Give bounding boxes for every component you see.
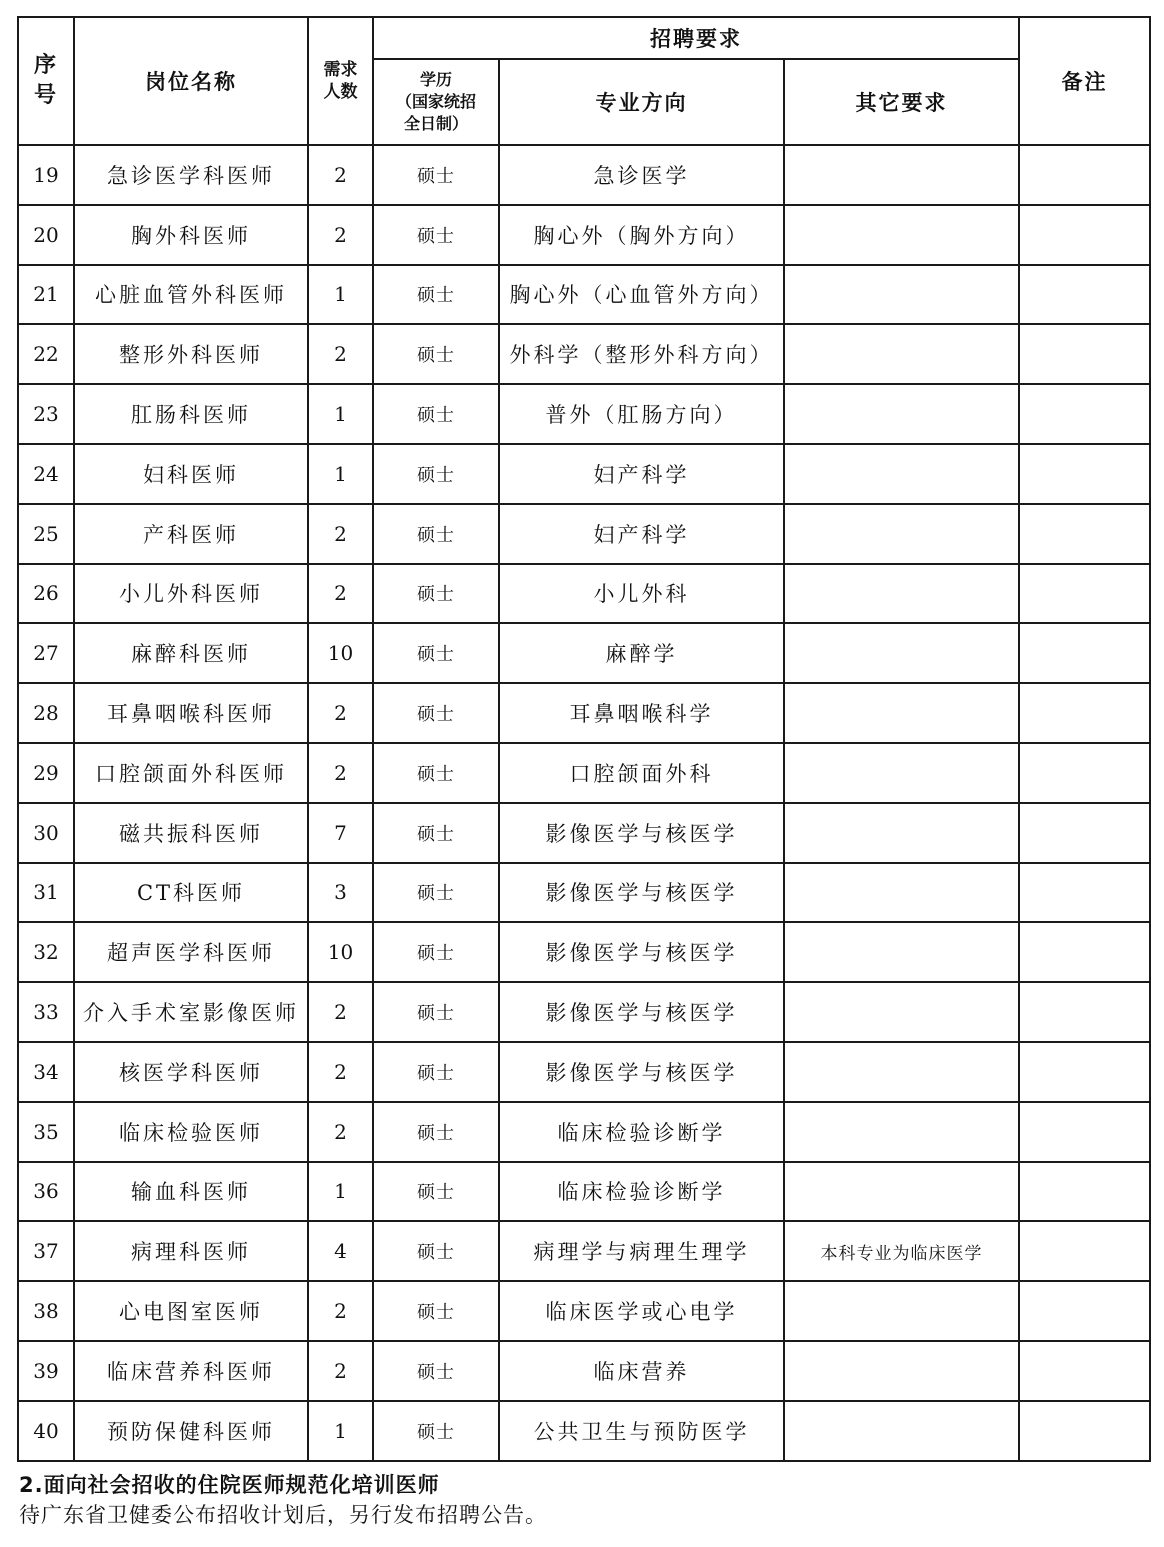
cell-other — [784, 444, 1019, 504]
cell-education: 硕士 — [373, 683, 499, 743]
table-row — [18, 324, 1150, 384]
cell-no: 30 — [18, 803, 74, 863]
cell-count: 1 — [308, 444, 373, 504]
cell-no: 26 — [18, 564, 74, 624]
cell-other — [784, 1042, 1019, 1102]
cell-remark — [1019, 1102, 1150, 1162]
cell-count: 1 — [308, 384, 373, 444]
cell-position-name: 麻醉科医师 — [74, 623, 308, 683]
cell-major: 临床营养 — [499, 1341, 784, 1401]
cell-remark — [1019, 564, 1150, 624]
cell-position-name: 介入手术室影像医师 — [74, 982, 308, 1042]
cell-position-name: CT科医师 — [74, 863, 308, 923]
cell-remark — [1019, 1042, 1150, 1102]
table-row — [18, 384, 1150, 444]
cell-position-name: 核医学科医师 — [74, 1042, 308, 1102]
cell-no: 37 — [18, 1221, 74, 1281]
cell-major: 影像医学与核医学 — [499, 922, 784, 982]
header-requirements: 招聘要求 — [373, 17, 1019, 59]
cell-no: 21 — [18, 265, 74, 325]
cell-education: 硕士 — [373, 265, 499, 325]
cell-other — [784, 564, 1019, 624]
table-row — [18, 504, 1150, 564]
cell-no: 19 — [18, 145, 74, 205]
cell-count: 2 — [308, 324, 373, 384]
table-row — [18, 1162, 1150, 1222]
cell-education: 硕士 — [373, 1042, 499, 1102]
cell-remark — [1019, 982, 1150, 1042]
cell-count: 2 — [308, 1341, 373, 1401]
cell-other — [784, 265, 1019, 325]
header-remark: 备注 — [1019, 17, 1150, 145]
cell-major: 影像医学与核医学 — [499, 982, 784, 1042]
cell-major: 影像医学与核医学 — [499, 1042, 784, 1102]
cell-remark — [1019, 205, 1150, 265]
cell-count: 2 — [308, 145, 373, 205]
table-row — [18, 863, 1150, 923]
cell-position-name: 肛肠科医师 — [74, 384, 308, 444]
cell-education: 硕士 — [373, 922, 499, 982]
cell-major: 病理学与病理生理学 — [499, 1221, 784, 1281]
cell-position-name: 病理科医师 — [74, 1221, 308, 1281]
cell-no: 38 — [18, 1281, 74, 1341]
cell-major: 影像医学与核医学 — [499, 863, 784, 923]
cell-count: 1 — [308, 265, 373, 325]
cell-position-name: 超声医学科医师 — [74, 922, 308, 982]
cell-remark — [1019, 922, 1150, 982]
cell-position-name: 临床检验医师 — [74, 1102, 308, 1162]
cell-remark — [1019, 324, 1150, 384]
table-row — [18, 1102, 1150, 1162]
cell-other — [784, 683, 1019, 743]
header-education: 学历 （国家统招 全日制） — [373, 59, 499, 145]
table-row — [18, 743, 1150, 803]
table-row — [18, 623, 1150, 683]
cell-remark — [1019, 623, 1150, 683]
cell-remark — [1019, 504, 1150, 564]
cell-position-name: 整形外科医师 — [74, 324, 308, 384]
cell-no: 27 — [18, 623, 74, 683]
cell-other — [784, 145, 1019, 205]
table-header — [18, 17, 1150, 145]
cell-remark — [1019, 265, 1150, 325]
cell-count: 2 — [308, 1102, 373, 1162]
cell-other — [784, 1341, 1019, 1401]
recruitment-table — [17, 16, 1151, 1462]
cell-remark — [1019, 743, 1150, 803]
cell-other — [784, 324, 1019, 384]
cell-count: 4 — [308, 1221, 373, 1281]
cell-education: 硕士 — [373, 324, 499, 384]
cell-count: 2 — [308, 982, 373, 1042]
cell-other — [784, 623, 1019, 683]
cell-education: 硕士 — [373, 982, 499, 1042]
cell-no: 32 — [18, 922, 74, 982]
cell-other — [784, 743, 1019, 803]
cell-other — [784, 1281, 1019, 1341]
cell-no: 22 — [18, 324, 74, 384]
cell-major: 妇产科学 — [499, 444, 784, 504]
cell-remark — [1019, 444, 1150, 504]
table-row — [18, 1221, 1150, 1281]
section-title: 2.面向社会招收的住院医师规范化培训医师 — [19, 1473, 440, 1497]
cell-remark — [1019, 803, 1150, 863]
cell-position-name: 急诊医学科医师 — [74, 145, 308, 205]
table-body — [18, 145, 1150, 1461]
cell-education: 硕士 — [373, 1162, 499, 1222]
cell-major: 普外（肛肠方向） — [499, 384, 784, 444]
table-row — [18, 564, 1150, 624]
cell-no: 40 — [18, 1401, 74, 1461]
cell-remark — [1019, 1401, 1150, 1461]
cell-no: 24 — [18, 444, 74, 504]
cell-education: 硕士 — [373, 384, 499, 444]
cell-no: 35 — [18, 1102, 74, 1162]
cell-remark — [1019, 863, 1150, 923]
cell-remark — [1019, 384, 1150, 444]
cell-count: 10 — [308, 623, 373, 683]
cell-count: 2 — [308, 564, 373, 624]
cell-count: 1 — [308, 1401, 373, 1461]
table-row — [18, 1042, 1150, 1102]
footer-section — [19, 1470, 1139, 1530]
cell-no: 23 — [18, 384, 74, 444]
cell-major: 妇产科学 — [499, 504, 784, 564]
cell-major: 急诊医学 — [499, 145, 784, 205]
header-count: 需求 人数 — [308, 17, 373, 145]
cell-position-name: 妇科医师 — [74, 444, 308, 504]
cell-major: 口腔颌面外科 — [499, 743, 784, 803]
cell-count: 2 — [308, 743, 373, 803]
cell-no: 33 — [18, 982, 74, 1042]
cell-remark — [1019, 683, 1150, 743]
cell-position-name: 磁共振科医师 — [74, 803, 308, 863]
cell-position-name: 输血科医师 — [74, 1162, 308, 1222]
cell-education: 硕士 — [373, 1102, 499, 1162]
cell-no: 20 — [18, 205, 74, 265]
table-row — [18, 982, 1150, 1042]
cell-no: 29 — [18, 743, 74, 803]
cell-education: 硕士 — [373, 444, 499, 504]
cell-no: 28 — [18, 683, 74, 743]
cell-education: 硕士 — [373, 863, 499, 923]
cell-major: 临床检验诊断学 — [499, 1162, 784, 1222]
header-other: 其它要求 — [784, 59, 1019, 145]
cell-count: 2 — [308, 504, 373, 564]
cell-major: 耳鼻咽喉科学 — [499, 683, 784, 743]
cell-major: 胸心外（心血管外方向） — [499, 265, 784, 325]
cell-position-name: 预防保健科医师 — [74, 1401, 308, 1461]
header-position-name: 岗位名称 — [74, 17, 308, 145]
cell-education: 硕士 — [373, 743, 499, 803]
cell-education: 硕士 — [373, 1221, 499, 1281]
cell-major: 小儿外科 — [499, 564, 784, 624]
cell-position-name: 产科医师 — [74, 504, 308, 564]
cell-remark — [1019, 145, 1150, 205]
cell-major: 影像医学与核医学 — [499, 803, 784, 863]
cell-major: 外科学（整形外科方向） — [499, 324, 784, 384]
table-row — [18, 444, 1150, 504]
cell-count: 7 — [308, 803, 373, 863]
cell-other — [784, 1401, 1019, 1461]
table-row — [18, 1341, 1150, 1401]
table-row — [18, 683, 1150, 743]
cell-remark — [1019, 1281, 1150, 1341]
cell-position-name: 胸外科医师 — [74, 205, 308, 265]
cell-education: 硕士 — [373, 1341, 499, 1401]
cell-other — [784, 922, 1019, 982]
cell-remark — [1019, 1221, 1150, 1281]
table-row — [18, 922, 1150, 982]
cell-education: 硕士 — [373, 803, 499, 863]
cell-major: 麻醉学 — [499, 623, 784, 683]
cell-other — [784, 863, 1019, 923]
cell-other — [784, 1102, 1019, 1162]
cell-other — [784, 384, 1019, 444]
table-row — [18, 803, 1150, 863]
cell-education: 硕士 — [373, 504, 499, 564]
table-row — [18, 265, 1150, 325]
cell-position-name: 小儿外科医师 — [74, 564, 308, 624]
cell-no: 36 — [18, 1162, 74, 1222]
cell-no: 25 — [18, 504, 74, 564]
cell-no: 39 — [18, 1341, 74, 1401]
section-note: 待广东省卫健委公布招收计划后，另行发布招聘公告。 — [19, 1503, 547, 1527]
cell-major: 临床医学或心电学 — [499, 1281, 784, 1341]
cell-position-name: 心脏血管外科医师 — [74, 265, 308, 325]
cell-education: 硕士 — [373, 1281, 499, 1341]
cell-count: 10 — [308, 922, 373, 982]
cell-education: 硕士 — [373, 564, 499, 624]
cell-count: 2 — [308, 1281, 373, 1341]
table-row — [18, 1401, 1150, 1461]
cell-other: 本科专业为临床医学 — [784, 1221, 1019, 1281]
cell-other — [784, 504, 1019, 564]
cell-count: 3 — [308, 863, 373, 923]
cell-education: 硕士 — [373, 205, 499, 265]
cell-position-name: 口腔颌面外科医师 — [74, 743, 308, 803]
cell-count: 2 — [308, 1042, 373, 1102]
cell-position-name: 心电图室医师 — [74, 1281, 308, 1341]
cell-education: 硕士 — [373, 145, 499, 205]
cell-other — [784, 205, 1019, 265]
table-row — [18, 145, 1150, 205]
header-no: 序 号 — [18, 17, 74, 145]
cell-major: 临床检验诊断学 — [499, 1102, 784, 1162]
cell-education: 硕士 — [373, 1401, 499, 1461]
cell-other — [784, 1162, 1019, 1222]
cell-other — [784, 982, 1019, 1042]
cell-education: 硕士 — [373, 623, 499, 683]
cell-remark — [1019, 1162, 1150, 1222]
cell-position-name: 临床营养科医师 — [74, 1341, 308, 1401]
header-major: 专业方向 — [499, 59, 784, 145]
cell-no: 31 — [18, 863, 74, 923]
table-row — [18, 1281, 1150, 1341]
cell-count: 2 — [308, 205, 373, 265]
table-row — [18, 205, 1150, 265]
cell-position-name: 耳鼻咽喉科医师 — [74, 683, 308, 743]
cell-remark — [1019, 1341, 1150, 1401]
cell-major: 公共卫生与预防医学 — [499, 1401, 784, 1461]
cell-major: 胸心外（胸外方向） — [499, 205, 784, 265]
cell-other — [784, 803, 1019, 863]
cell-no: 34 — [18, 1042, 74, 1102]
cell-count: 1 — [308, 1162, 373, 1222]
cell-count: 2 — [308, 683, 373, 743]
